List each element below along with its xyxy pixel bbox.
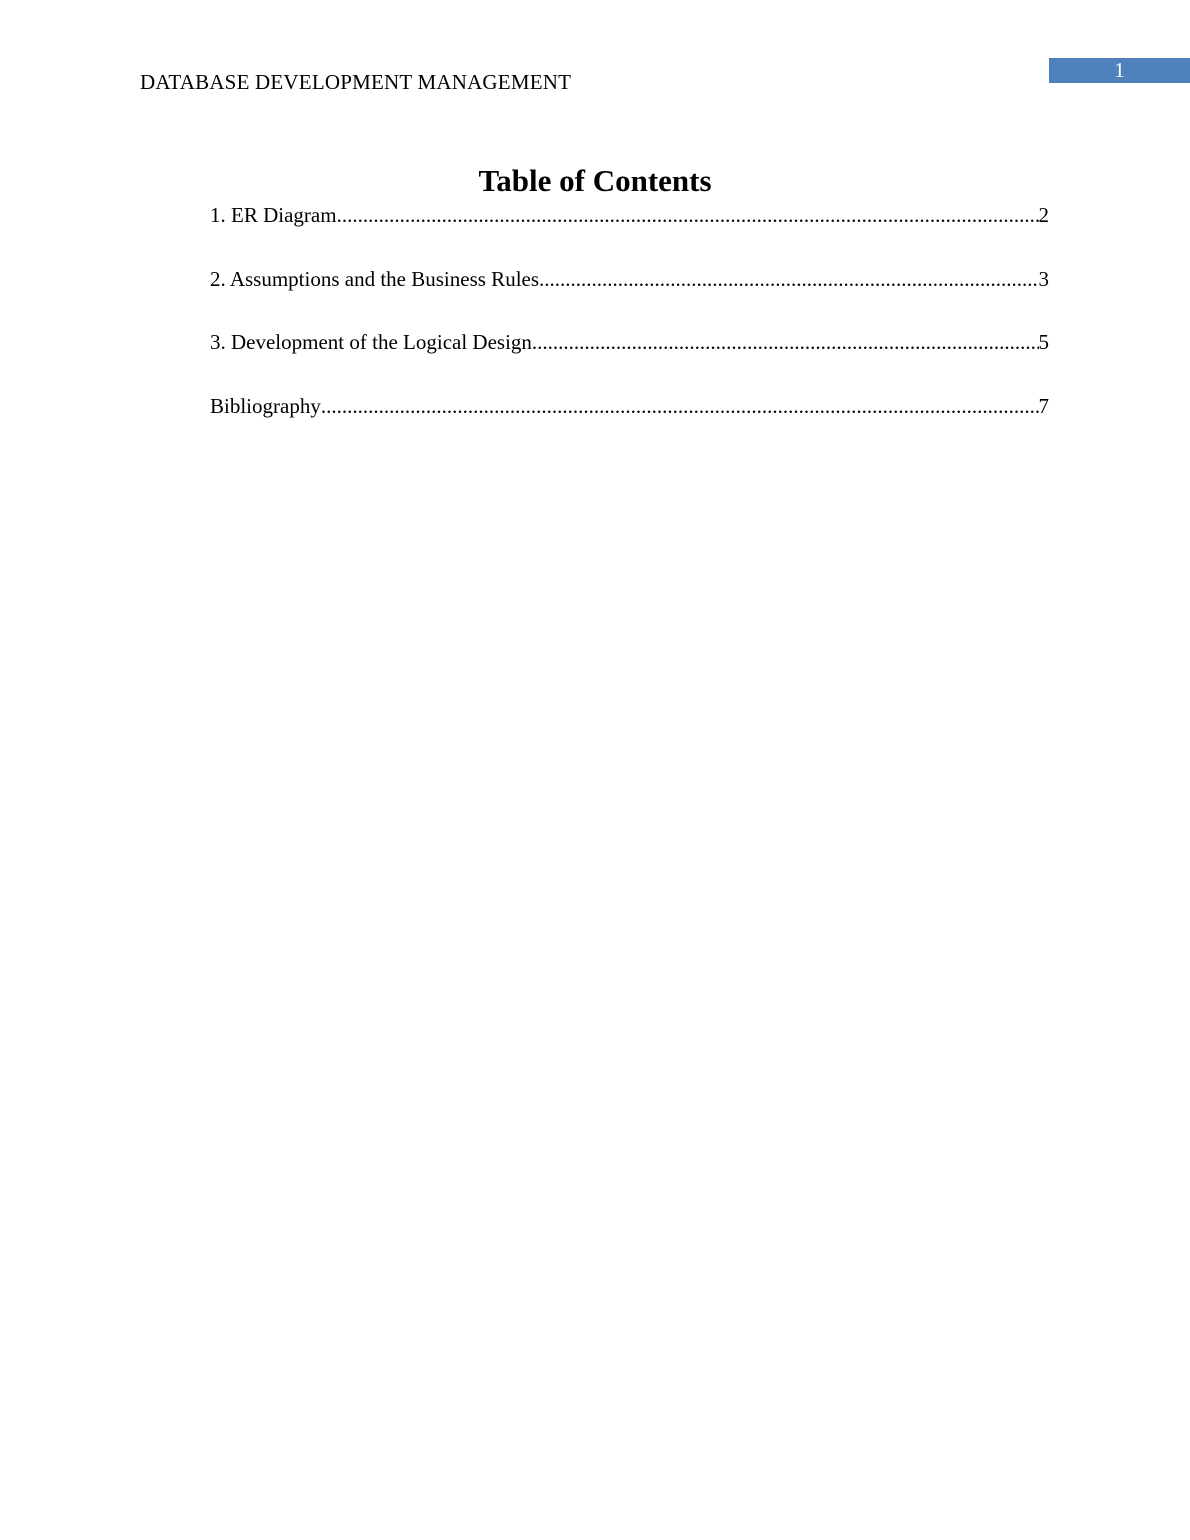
toc-entry-page: 5 [1038,330,1049,354]
toc-entry-label: 1. ER Diagram [210,203,337,227]
toc-heading: Table of Contents [478,163,712,198]
running-header: DATABASE DEVELOPMENT MANAGEMENT [140,70,572,94]
toc-entry-label: Bibliography [210,393,321,418]
toc-entry-er-diagram[interactable] [210,201,1049,229]
toc-entry-page: 2 [1038,203,1049,227]
toc-entry-logical-design[interactable] [210,328,1049,356]
toc-dot-leader [337,201,1039,229]
toc-list [210,201,1049,455]
toc-entry-assumptions[interactable] [210,265,1049,293]
toc-entry-label: 3. Development of the Logical Design [210,330,532,354]
toc-entry-bibliography[interactable] [210,392,1049,420]
toc-dot-leader [539,265,1038,293]
toc-entry-page: 7 [1038,393,1049,418]
toc-dot-leader [321,392,1039,420]
toc-entry-page: 3 [1038,266,1049,291]
toc-dot-leader [532,328,1039,356]
toc-entry-label: 2. Assumptions and the Business Rules [210,266,540,291]
page-number-badge: 1 [1049,58,1190,83]
